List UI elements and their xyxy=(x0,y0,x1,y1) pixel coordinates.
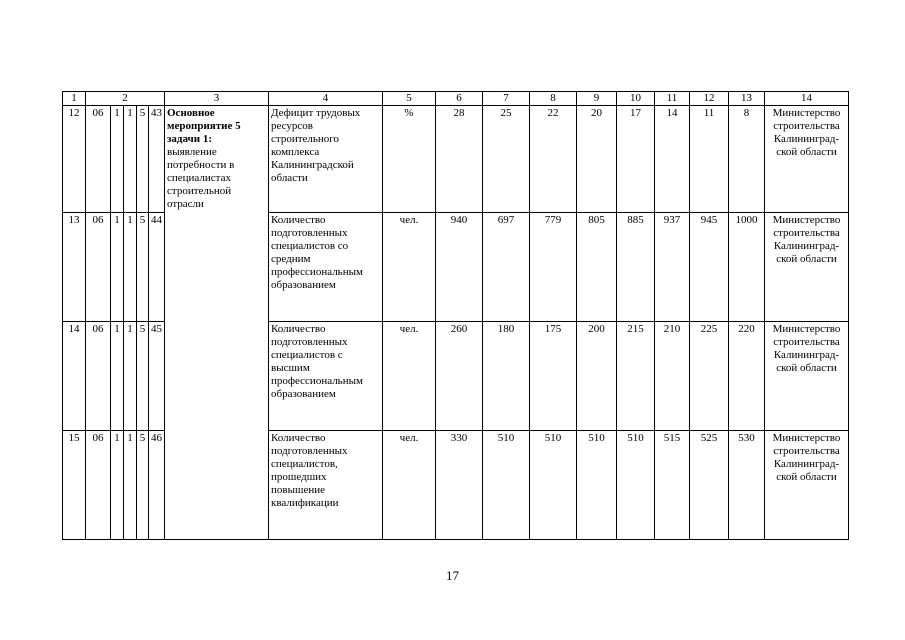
value-cell: 510 xyxy=(483,431,530,540)
value-cell: 260 xyxy=(436,322,483,431)
code-cell: 1 xyxy=(111,213,124,322)
responsible-cell: Министерство строительства Калининград-ской области xyxy=(765,431,849,540)
code-cell: 1 xyxy=(124,106,137,213)
value-cell: 200 xyxy=(577,322,617,431)
responsible-cell: Министерство строительства Калининград-ской области xyxy=(765,106,849,213)
row-number: 15 xyxy=(63,431,86,540)
value-cell: 180 xyxy=(483,322,530,431)
code-cell: 5 xyxy=(137,431,149,540)
header-cell: 5 xyxy=(383,92,436,106)
value-cell: 937 xyxy=(655,213,690,322)
value-cell: 215 xyxy=(617,322,655,431)
value-cell: 25 xyxy=(483,106,530,213)
header-cell: 12 xyxy=(690,92,729,106)
code-cell: 06 xyxy=(86,213,111,322)
value-cell: 805 xyxy=(577,213,617,322)
value-cell: 510 xyxy=(617,431,655,540)
value-cell: 885 xyxy=(617,213,655,322)
activity-title: Основное мероприятие 5 задачи 1: xyxy=(167,107,241,145)
header-cell: 11 xyxy=(655,92,690,106)
header-cell: 6 xyxy=(436,92,483,106)
code-cell: 45 xyxy=(149,322,165,431)
responsible-cell: Министерство строительства Калининград-ской области xyxy=(765,213,849,322)
code-cell: 5 xyxy=(137,106,149,213)
header-cell: 14 xyxy=(765,92,849,106)
page-number: 17 xyxy=(446,568,459,583)
code-cell: 1 xyxy=(111,431,124,540)
code-cell: 06 xyxy=(86,431,111,540)
unit-cell: чел. xyxy=(383,213,436,322)
value-cell: 525 xyxy=(690,431,729,540)
value-cell: 515 xyxy=(655,431,690,540)
header-cell: 9 xyxy=(577,92,617,106)
row-number: 13 xyxy=(63,213,86,322)
header-cell: 10 xyxy=(617,92,655,106)
value-cell: 220 xyxy=(729,322,765,431)
value-cell: 11 xyxy=(690,106,729,213)
header-cell: 2 xyxy=(86,92,165,106)
value-cell: 330 xyxy=(436,431,483,540)
activity-cell xyxy=(165,106,269,540)
indicators-table xyxy=(62,91,849,540)
value-cell: 779 xyxy=(530,213,577,322)
unit-cell: чел. xyxy=(383,322,436,431)
code-cell: 06 xyxy=(86,106,111,213)
value-cell: 510 xyxy=(530,431,577,540)
value-cell: 8 xyxy=(729,106,765,213)
code-cell: 5 xyxy=(137,213,149,322)
responsible-cell: Министерство строительства Калининград-ской области xyxy=(765,322,849,431)
indicator-name: Количество подготовленных специалистов, прошедших повышение квалификации xyxy=(269,431,383,540)
code-cell: 5 xyxy=(137,322,149,431)
code-cell: 06 xyxy=(86,322,111,431)
header-cell: 1 xyxy=(63,92,86,106)
value-cell: 510 xyxy=(577,431,617,540)
row-number: 12 xyxy=(63,106,86,213)
value-cell: 17 xyxy=(617,106,655,213)
code-cell: 43 xyxy=(149,106,165,213)
value-cell: 940 xyxy=(436,213,483,322)
code-cell: 1 xyxy=(111,106,124,213)
header-cell: 4 xyxy=(269,92,383,106)
value-cell: 697 xyxy=(483,213,530,322)
unit-cell: чел. xyxy=(383,431,436,540)
value-cell: 945 xyxy=(690,213,729,322)
activity-text: выявление потребности в специалистах строительной отрасли xyxy=(167,146,235,210)
code-cell: 46 xyxy=(149,431,165,540)
header-cell: 8 xyxy=(530,92,577,106)
value-cell: 28 xyxy=(436,106,483,213)
code-cell: 1 xyxy=(124,213,137,322)
indicator-name: Количество подготовленных специалистов со средним профессиональным образованием xyxy=(269,213,383,322)
header-cell: 3 xyxy=(165,92,269,106)
value-cell: 225 xyxy=(690,322,729,431)
value-cell: 20 xyxy=(577,106,617,213)
value-cell: 1000 xyxy=(729,213,765,322)
code-cell: 1 xyxy=(124,322,137,431)
value-cell: 175 xyxy=(530,322,577,431)
header-row xyxy=(63,92,849,106)
header-cell: 13 xyxy=(729,92,765,106)
code-cell: 1 xyxy=(111,322,124,431)
value-cell: 22 xyxy=(530,106,577,213)
value-cell: 530 xyxy=(729,431,765,540)
indicator-name: Дефицит трудовых ресурсов строительного комплекса Калининградской области xyxy=(269,106,383,213)
code-cell: 1 xyxy=(124,431,137,540)
value-cell: 14 xyxy=(655,106,690,213)
row-number: 14 xyxy=(63,322,86,431)
code-cell: 44 xyxy=(149,213,165,322)
unit-cell: % xyxy=(383,106,436,213)
table-row xyxy=(63,106,849,213)
header-cell: 7 xyxy=(483,92,530,106)
indicator-name: Количество подготовленных специалистов с высшим профессиональным образованием xyxy=(269,322,383,431)
value-cell: 210 xyxy=(655,322,690,431)
